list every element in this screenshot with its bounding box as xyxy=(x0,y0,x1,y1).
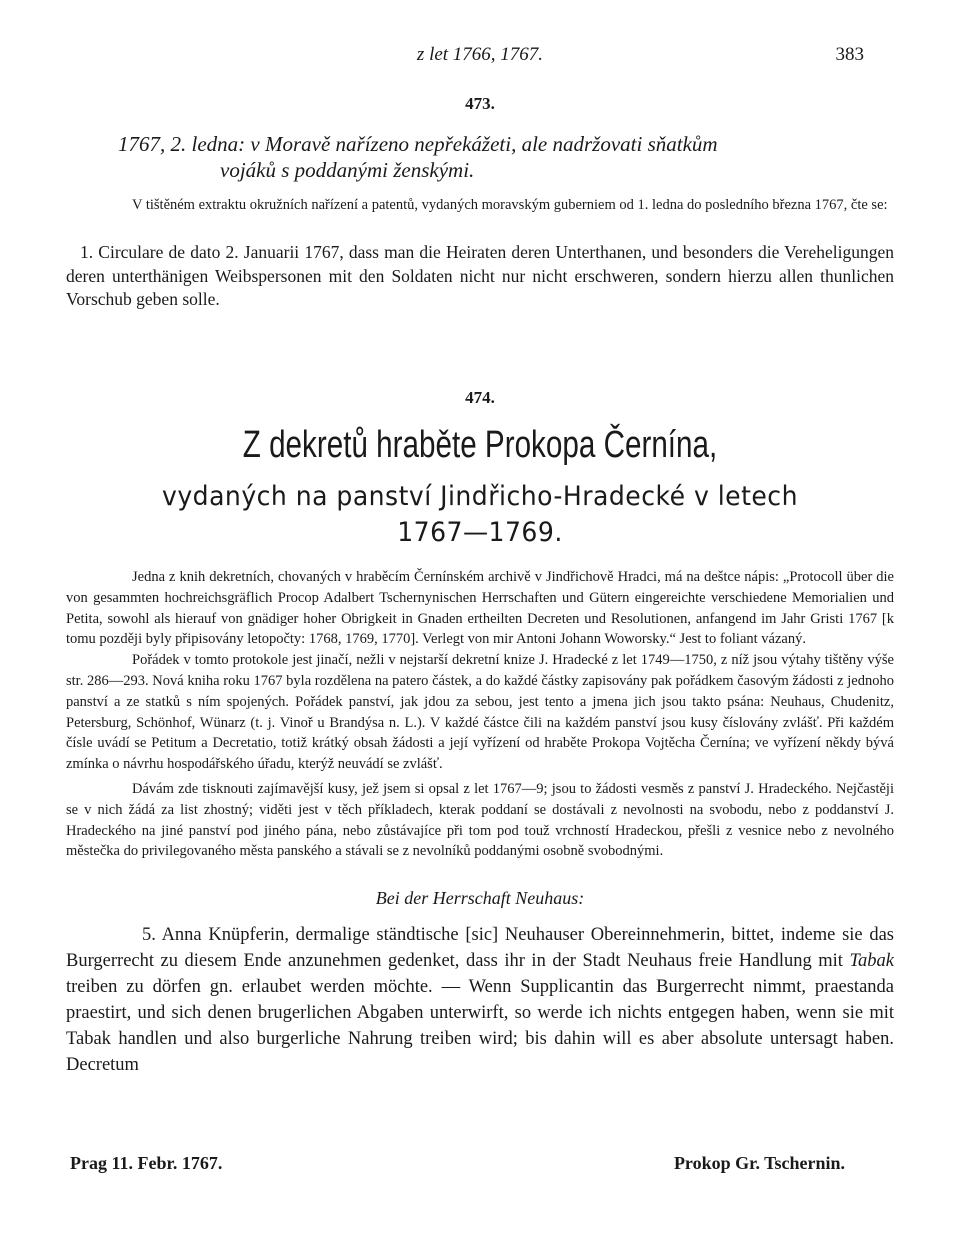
entry-5-italic-word: Tabak xyxy=(849,951,894,971)
entry-474-title: Z dekretů hraběte Prokopa Černína, xyxy=(242,424,718,466)
running-title: z let 1766, 1767. xyxy=(416,44,544,65)
entry-number-474: 474. xyxy=(465,388,495,407)
entry-473-text: 1. Circulare de dato 2. Januarii 1767, dass man die Heiraten deren Unterthanen, und besonders die Vereheligungen deren unterthänigen Weibspersonen mit den Soldaten nicht nur nicht erschweren, sondern hierzu allen thunlichen Vorschub geben solle. xyxy=(66,242,894,309)
entry-473-note-text: V tištěném extraktu okružních nařízení a patentů, vydaných moravským guberniem od 1. ledna do posledního března 1767, čte se: xyxy=(132,197,888,213)
entry-473-heading-line2: vojáků s poddanými ženskými. xyxy=(220,158,475,182)
entry-474-intro xyxy=(66,567,894,862)
date-place: Prag 11. Febr. 1767. xyxy=(70,1153,223,1173)
entry-473-note xyxy=(66,195,894,216)
entry-474-subtitle-line1: vydaných na panství Jindřicho-Hradecké v letech xyxy=(162,481,798,512)
entry-473-text-block xyxy=(66,241,894,312)
entry-5-text-start: 5. Anna Knüpferin, dermalige ständtische [sic] Neuhauser Obereinnehmerin, bittet, indeme sie das Burgerrecht zu diesem Ende anzunehmen gedenket, dass ihr in der Stadt Neuhaus freie Handlung mit xyxy=(66,925,894,971)
section-heading: Bei der Herrschaft Neuhaus: xyxy=(375,888,585,908)
page-number: 383 xyxy=(835,44,864,65)
signature: Prokop Gr. Tschernin. xyxy=(673,1153,845,1173)
entry-474-subtitle-line2: 1767—1769. xyxy=(397,517,563,548)
entry-473-heading-line1: 1767, 2. ledna: v Moravě nařízeno nepřekážeti, ale nadržovati sňatkům xyxy=(118,132,718,156)
entry-5-text xyxy=(66,922,894,1078)
intro-paragraph-1: Jedna z knih dekretních, chovaných v hraběcím Černínském archivě v Jindřichově Hradci, má na deštce nápis: „Protocoll über die von gesammten hochreichsgräflich Procop Adalbert Tschernynischen Herrschaften und Gütern eingereichte verschiedene Memorialien und Petita, sowohl als hierauf von gnädiger hoher Obrigkeit in Gnaden ertheilten Decreten und Resolutionen, anfangend im Jahr Gristi 1767 [k tomu později byly připisovány letopočty: 1768, 1769, 1770]. Verlegt von mir Antoni Johann Woworsky.“ Jest to foliant vázaný. xyxy=(66,569,894,648)
intro-paragraph-3: Dávám zde tisknouti zajímavější kusy, jež jsem si opsal z let 1767—9; jsou to žádosti vesměs z panství J. Hradeckého. Nejčastěji se v nich žádá za list zhostný; viděti jest v těch příkladech, kterak poddaní se dostávali z nevolnosti na svobodu, nebo z poddanství J. Hradeckého na jiné panství pod jiného pána, nebo zůstávajíce při tom pod touž vrchností Hradeckou, přešli z vesnice nebo z nevolného městečka do privilegovaného města panského a stávali se z nevolníků poddanými osobně svobodnými. xyxy=(66,780,894,860)
entry-5 xyxy=(66,922,894,1078)
entry-473-heading xyxy=(118,131,858,183)
entry-5-text-end: treiben zu dörfen gn. erlaubet werden möchte. — Wenn Supplicantin das Burgerrecht nimmt, praestanda praestirt, und sich denen brugerlichen Abgaben unterwirft, so werde ich nichts entgegen haben, wenn sie mit Tabak handlen und also burgerliche Nahrung treiben wird; bis dahin will es aber absolute untersagt haben. Decretum xyxy=(66,977,894,1075)
intro-paragraph-2: Pořádek v tomto protokole jest jinačí, nežli v nejstarší dekretní knize J. Hradecké z let 1749—1750, z níž jsou výtahy tištěny výše str. 286—293. Nová kniha roku 1767 byla rozdělena na patero částek, a do každé částky zapisovány pak pořádkem časovým žádosti z jednoho panství a ze statků s ním spojených. Pořádek panství, jak jdou za sebou, jest tento a jmena jich jsou takto psána: Neuhaus, Chudenitz, Petersburg, Schönhof, Wünarz (t. j. Vinoř u Brandýsa n. L.). V každé částce čili na každém panství jsou kusy číslovány zvlášť. Při každém čísle uvádí se Petitum a Decretatio, totiž krátký obsah žádosti a její vyřízení od hraběte Prokopa Vojtěcha Černína; ve vyřízení někdy bývá zmínka o návrhu hospodářského úřadu, kterýž neuvádí se zvlášť. xyxy=(66,652,894,773)
entry-number-473: 473. xyxy=(465,94,495,113)
